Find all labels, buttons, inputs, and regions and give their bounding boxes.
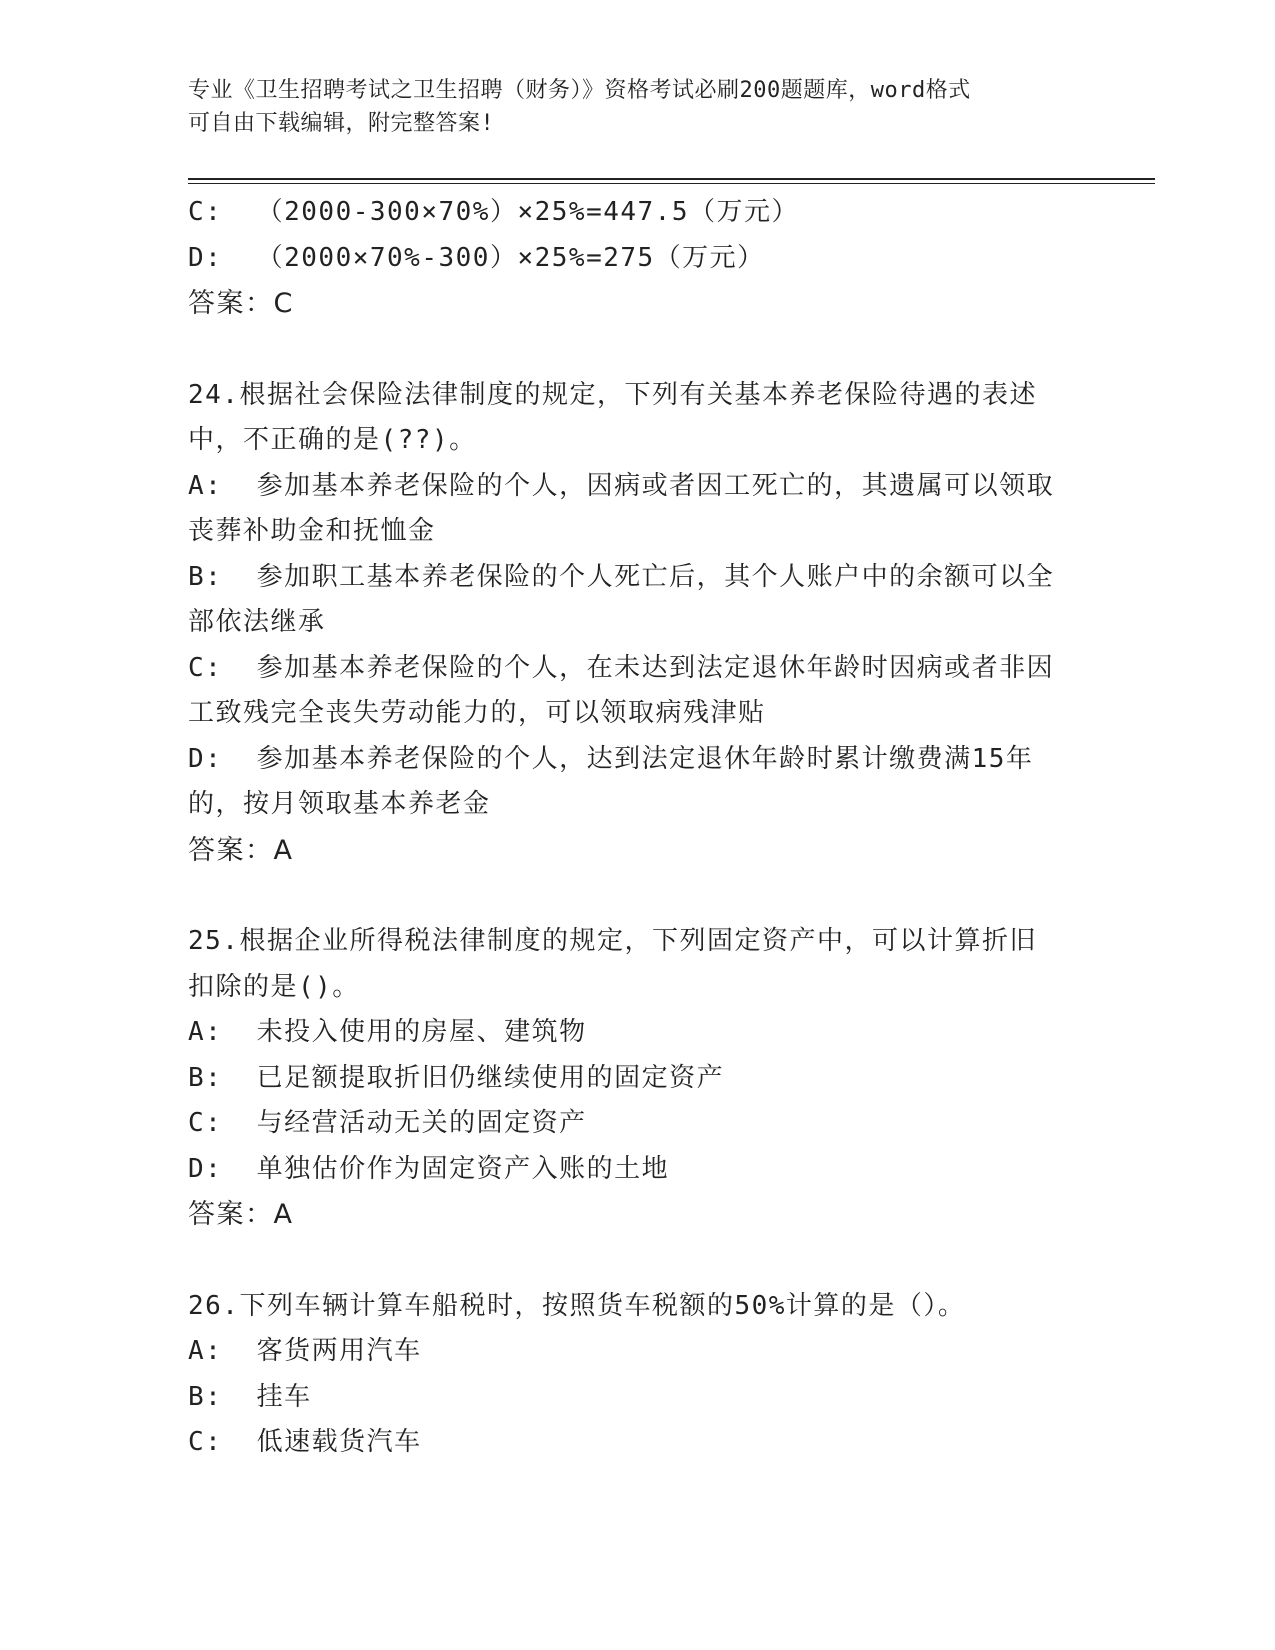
option-c: C: （2000-300×70%）×25%=447.5（万元） [188,197,799,227]
option-d: D: 单独估价作为固定资产入账的土地 [188,1153,670,1184]
question-stem-cont: 扣除的是()。 [188,971,360,1002]
spacer [188,873,1088,919]
answer-line: 答案：C [188,288,294,319]
answer-line: 答案：A [188,1199,294,1230]
header-rule-thin [188,183,1155,184]
prev-question-block [188,190,1088,327]
question-24 [188,373,1088,874]
spacer [188,327,1088,373]
option-d: D: （2000×70%-300）×25%=275（万元） [188,242,765,273]
option-c-cont: 工致残完全丧失劳动能力的，可以领取病残津贴 [188,698,766,728]
question-stem-cont: 中，不正确的是(??)。 [188,425,477,455]
option-a: A: 客货两用汽车 [188,1336,422,1366]
question-stem: 24.根据社会保险法律制度的规定，下列有关基本养老保险待遇的表述 [188,379,1037,410]
option-b: B: 参加职工基本养老保险的个人死亡后，其个人账户中的余额可以全 [188,561,1055,592]
option-a-cont: 丧葬补助金和抚恤金 [188,516,436,546]
option-b: B: 挂车 [188,1381,312,1412]
option-b-cont: 部依法继承 [188,607,326,637]
option-a: A: 未投入使用的房屋、建筑物 [188,1017,587,1047]
question-26 [188,1284,1088,1466]
question-stem: 25.根据企业所得税法律制度的规定，下列固定资产中，可以计算折旧 [188,926,1037,956]
option-c: C: 参加基本养老保险的个人，在未达到法定退休年龄时因病或者非因 [188,652,1055,683]
option-a: A: 参加基本养老保险的个人，因病或者因工死亡的，其遗属可以领取 [188,470,1055,501]
option-c: C: 低速载货汽车 [188,1427,422,1457]
option-b: B: 已足额提取折旧仍继续使用的固定资产 [188,1062,725,1093]
header-rule-thick [188,178,1155,180]
header-line-2: 可自由下载编辑，附完整答案! [188,111,495,136]
answer-line: 答案：A [188,834,294,866]
page-header [188,74,1068,140]
document-body [188,190,1088,1466]
option-d: D: 参加基本养老保险的个人，达到法定退休年龄时累计缴费满15年 [188,743,1034,774]
option-c: C: 与经营活动无关的固定资产 [188,1108,587,1138]
header-line-1: 专业《卫生招聘考试之卫生招聘（财务）》资格考试必刷200题题库，word格式 [188,78,971,103]
question-stem: 26.下列车辆计算车船税时，按照货车税额的50%计算的是（）。 [188,1290,966,1321]
question-25 [188,919,1088,1238]
option-d-cont: 的，按月领取基本养老金 [188,789,491,819]
spacer [188,1238,1088,1284]
